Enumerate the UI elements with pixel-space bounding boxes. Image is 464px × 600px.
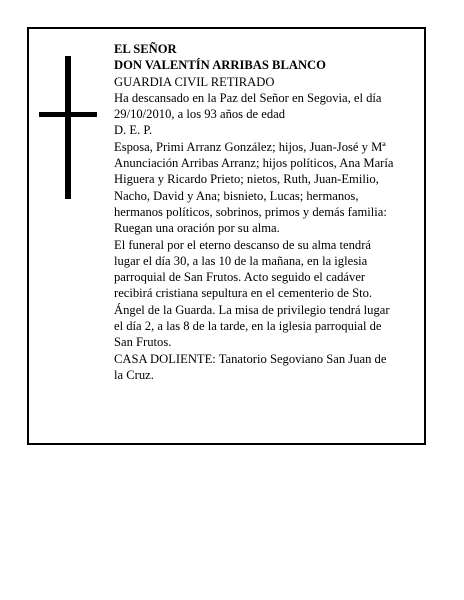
family-paragraph: Esposa, Primi Arranz González; hijos, Juan-José y Mª Anunciación Arribas Arranz; hijos políticos, Ana María Higuera y Ricardo Prieto; nietos, Ruth, Juan-Emilio, Nacho, David y Ana; bisnieto, Lucas; hermanos, hermanos políticos, sobrinos, primos y demás familia: Ruegan una oración por su alma.	[114, 139, 394, 236]
funeral-paragraph: El funeral por el eterno descanso de su alma tendrá lugar el día 30, a las 10 de la mañana, en la iglesia parroquial de San Frutos. Acto seguido el cadáver recibirá cristiana sepultura en el cementerio de Sto. Ángel de la Guarda. La misa de privilegio tendrá lugar el día 2, a las 8 de la tarde, en la iglesia parroquial de San Frutos.	[114, 237, 390, 350]
mourning-house: CASA DOLIENTE: Tanatorio Segoviano San Juan de la Cruz.	[114, 351, 387, 382]
dep-text: D. E. P.	[114, 123, 153, 138]
cross-icon	[39, 56, 97, 199]
deceased-name: DON VALENTÍN ARRIBAS BLANCO	[114, 58, 326, 73]
death-announcement: Ha descansado en la Paz del Señor en Segovia, el día 29/10/2010, a los 93 años de edad	[114, 90, 382, 122]
obituary-notice	[27, 27, 426, 445]
deceased-occupation: GUARDIA CIVIL RETIRADO	[114, 74, 275, 89]
notice-text	[114, 41, 419, 383]
notice-title: EL SEÑOR	[114, 42, 177, 56]
